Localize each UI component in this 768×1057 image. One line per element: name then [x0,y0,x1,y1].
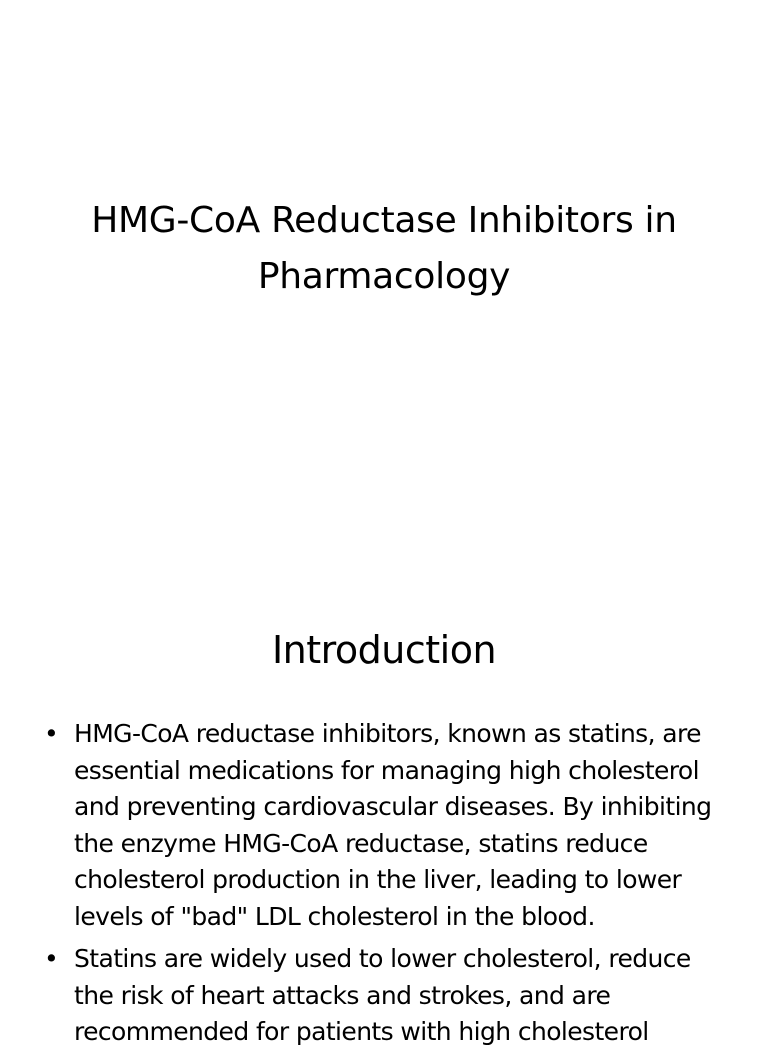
bullet-text: Statins are widely used to lower cholesterol, reduce the risk of heart attacks and strokes, and are recommended for patients with high cholesterol [74,944,691,1046]
bullet-dot-icon: • [44,719,59,748]
section-heading: Introduction [271,628,497,672]
bullet-item [40,716,730,935]
slide-title: HMG-CoA Reductase Inhibitors in Pharmacology [91,200,677,297]
bullet-dot-icon: • [44,944,59,973]
bullet-text: HMG-CoA reductase inhibitors, known as statins, are essential medications for managing high cholesterol and preventing cardiovascular diseases. By inhibiting the enzyme HMG-CoA reductase, statins reduce cholesterol production in the liver, leading to lower levels of "bad" LDL cholesterol in the blood. [74,719,712,931]
bullet-item [40,941,730,1051]
bullet-list [40,716,730,1057]
